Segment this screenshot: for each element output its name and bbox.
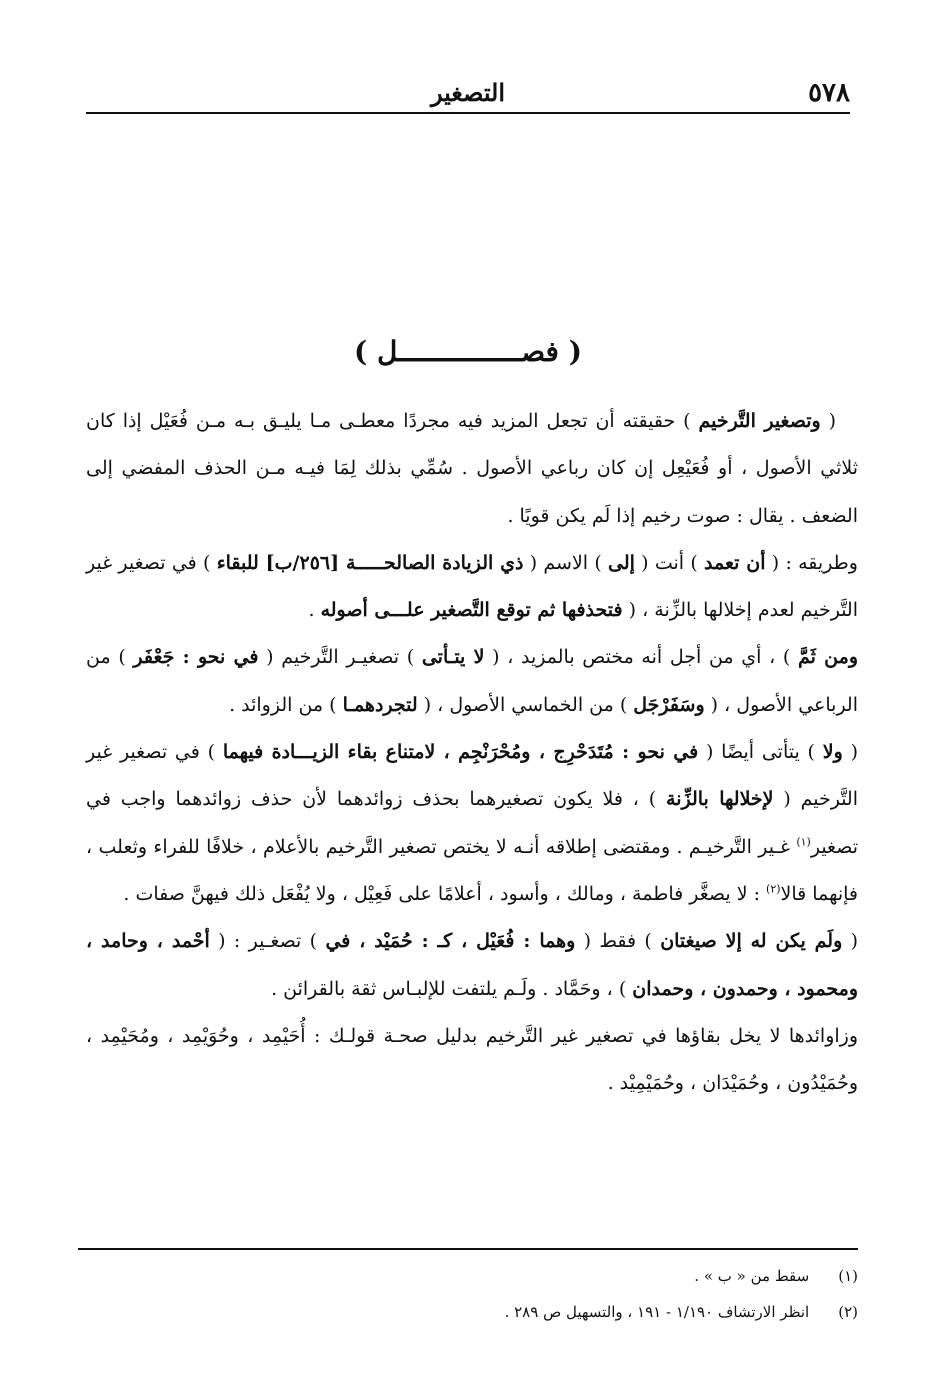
text-run: وطريقه : ( — [765, 551, 858, 574]
bold-text: لتجردهمـا — [342, 693, 418, 716]
text-run: . — [308, 599, 321, 622]
footnote-text: سقط من « ب » . — [694, 1267, 810, 1285]
text-run: ) ، وحَمَّاد . ولَـم يلتفت للإلبـاس ثقة بالقرائن . — [271, 977, 633, 1000]
footnote-number: (١) — [838, 1267, 858, 1285]
text-run: ) حقيقته أن تجعل المزيد فيه مجردًا معطـى مـا يليـق بـه مـن فُعَيْل إذا كان ثلاثي الأصول ، أو فُعَيْعِل إن كان رباعي الأصول . سُمِّي بذلك لِمَا فيـه مـن الحذف المفضي إلى الضعف . يقال : صوت رخيم إذا لَم يكن قويًا . — [86, 410, 858, 527]
bold-text: فتحذفها ثم توقع التَّصغير علـــى أصوله — [320, 599, 623, 622]
text-run: ) ، فلا يكون تصغيرهما بحذف زوائدهما لأن حذف زوائدهما واجب في تصغير — [86, 788, 858, 858]
text-run: ) من الرباعي الأصول ، ( — [86, 646, 858, 716]
bold-text: لإخلالها بالزِّنة — [666, 788, 774, 811]
bold-text: لا يتـأتى — [421, 646, 485, 669]
body-text — [86, 398, 858, 1107]
paragraph — [86, 634, 858, 729]
paragraph — [86, 1013, 858, 1108]
bold-text: في نحو : مُتَدَحْرِج ، ومُحْرَنْجِم ، لامتناع بقاء الزيـــادة فيهما — [222, 741, 699, 764]
text-run: ) في تصغير غير التَّرخيم ( — [86, 741, 859, 811]
bold-text: ولَم يكن له إلا صيغتان — [660, 930, 843, 953]
paragraph — [86, 918, 858, 1013]
footnote — [86, 1294, 858, 1330]
bold-text: وسَفَرْجَل — [633, 693, 705, 716]
text-run: ) تصغيـر التَّرخيم ( — [258, 646, 422, 669]
running-title: التصغير — [430, 78, 506, 107]
text-run: وزاوائدها لا يخل بقاؤها في تصغير غير التَّرخيم بدليل صحـة قولـك : أُحَيْمِد ، وحُوَيْمِد ، ومُحَيْمِد ، وحُمَيْدُون ، وحُمَيْدَان ، وحُمَيْمِيْد . — [86, 1024, 858, 1095]
text-run: غـير التَّرخيـم . ومقتضى إطلاقه أنـه لا يختص تصغير التَّرخيم بالأعلام ، خلافًا للفراء وثعلب ، فإنهما قالا — [86, 835, 858, 905]
text-run: ) من الزوائد . — [229, 693, 343, 716]
text-run: ) الاسم ( — [523, 551, 608, 574]
bold-text: وتصغير التَّرخيم — [698, 410, 821, 432]
bold-text: في نحو : جَعْفَر — [133, 646, 259, 669]
bold-text: وهما : فُعَيْل ، كـ : حُمَيْد ، في — [325, 930, 576, 953]
bold-text: ذي الزيادة الصالحـــــة — [345, 551, 524, 574]
running-header — [86, 78, 850, 114]
bold-text: ومن ثَمَّ — [798, 646, 859, 669]
footnote-ref: (٢) — [766, 882, 781, 896]
bold-text: [٢٥٦/ب] — [258, 551, 346, 574]
text-run: : لا يصغَّر فاطمة ، ومالك ، وأسود ، أعلامًا على فَعِيْل ، ولا يُفْعَل ذلك فيهنَّ صفات . — [123, 882, 767, 905]
text-run: ) يتأتى أيضًا ( — [698, 741, 823, 764]
text-run: ( — [842, 741, 859, 764]
text-run: ) من الخماسي الأصول ، ( — [417, 693, 634, 716]
footnote-text: انظر الارتشاف ١/١٩٠ - ١٩١ ، والتسهيل ص ٢٨٩ . — [504, 1303, 810, 1321]
text-run: ) تصغـير : ( — [209, 930, 326, 953]
footnote-number: (٢) — [838, 1303, 858, 1321]
footnotes — [86, 1258, 858, 1330]
section-heading: ( فصـــــــــــــــل ) — [354, 335, 582, 368]
bold-text: أحْمد ، وحامد ، ومحمود ، وحمدون ، وحمدان — [86, 930, 858, 1000]
paragraph — [86, 540, 858, 635]
page-number: ٥٧٨ — [808, 78, 850, 108]
text-run: ( — [842, 930, 859, 953]
footnote-divider — [78, 1248, 858, 1250]
text-run: ) ، أي من أجل أنه مختص بالمزيد ، ( — [484, 646, 798, 669]
bold-text: إلى — [608, 551, 635, 574]
text-run: ) أنت ( — [634, 551, 705, 574]
footnote-ref: (١) — [796, 835, 811, 849]
paragraph — [86, 398, 858, 540]
bold-text: أن تعمد — [704, 551, 766, 574]
text-run: ( — [820, 410, 836, 432]
text-run: ) فقط ( — [575, 930, 661, 953]
bold-text: ولا — [822, 741, 843, 764]
footnote — [86, 1258, 858, 1294]
text-run: ) في تصغير غير التَّرخيم لعدم إخلالها بالزِّنة ، ( — [86, 551, 858, 622]
bold-text: للبقاء — [216, 551, 259, 574]
paragraph — [86, 729, 858, 918]
